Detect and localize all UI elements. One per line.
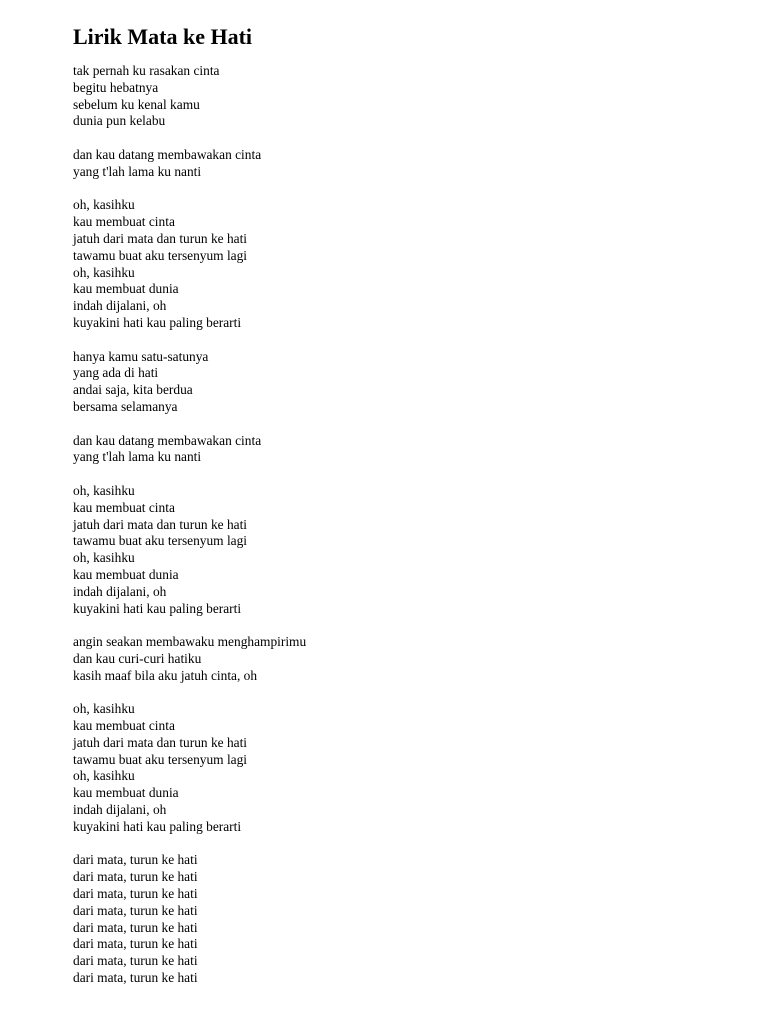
lyric-line: begitu hebatnya bbox=[73, 79, 159, 95]
lyric-stanza bbox=[73, 701, 733, 835]
lyric-line: indah dijalani, oh bbox=[73, 802, 167, 818]
lyric-line: yang t'lah lama ku nanti bbox=[73, 449, 202, 465]
lyric-line: oh, kasihku bbox=[73, 197, 135, 213]
lyric-line: tak pernah ku rasakan cinta bbox=[73, 63, 220, 78]
lyric-line: yang ada di hati bbox=[73, 365, 159, 381]
lyric-line: kasih maaf bila aku jatuh cinta, oh bbox=[73, 667, 258, 683]
lyric-line: dari mata, turun ke hati bbox=[73, 902, 198, 918]
lyric-line: dunia pun kelabu bbox=[73, 113, 166, 129]
lyric-stanza bbox=[73, 433, 733, 467]
lyric-line: kuyakini hati kau paling berarti bbox=[73, 600, 242, 616]
lyric-line: kau membuat cinta bbox=[73, 718, 175, 734]
lyric-line: bersama selamanya bbox=[73, 398, 178, 414]
lyric-line: jatuh dari mata dan turun ke hati bbox=[73, 516, 248, 532]
lyric-line: kau membuat dunia bbox=[73, 281, 179, 297]
lyric-line: kuyakini hati kau paling berarti bbox=[73, 818, 242, 834]
lyric-line: dari mata, turun ke hati bbox=[73, 970, 198, 986]
lyric-line: oh, kasihku bbox=[73, 482, 135, 498]
lyric-line: kuyakini hati kau paling berarti bbox=[73, 314, 242, 330]
lyric-line: yang t'lah lama ku nanti bbox=[73, 163, 202, 179]
lyric-stanza bbox=[73, 197, 733, 331]
lyric-line: kau membuat dunia bbox=[73, 785, 179, 801]
lyric-line: kau membuat cinta bbox=[73, 499, 175, 515]
lyric-line: oh, kasihku bbox=[73, 768, 135, 784]
lyrics-body bbox=[73, 63, 733, 987]
lyric-stanza bbox=[73, 63, 733, 130]
lyric-line: angin seakan membawaku menghampirimu bbox=[73, 634, 307, 650]
lyric-line: dari mata, turun ke hati bbox=[73, 852, 198, 868]
lyric-line: andai saja, kita berdua bbox=[73, 382, 193, 398]
lyric-line: dari mata, turun ke hati bbox=[73, 936, 198, 952]
lyric-line: jatuh dari mata dan turun ke hati bbox=[73, 734, 248, 750]
lyric-line: hanya kamu satu-satunya bbox=[73, 348, 209, 364]
lyric-line: indah dijalani, oh bbox=[73, 583, 167, 599]
lyric-line: dari mata, turun ke hati bbox=[73, 869, 198, 885]
lyric-line: sebelum ku kenal kamu bbox=[73, 96, 200, 112]
lyric-stanza bbox=[73, 349, 733, 416]
lyric-line: dari mata, turun ke hati bbox=[73, 886, 198, 902]
lyric-line: indah dijalani, oh bbox=[73, 298, 167, 314]
lyric-stanza bbox=[73, 147, 733, 181]
lyric-line: tawamu buat aku tersenyum lagi bbox=[73, 751, 248, 767]
lyric-line: dari mata, turun ke hati bbox=[73, 919, 198, 935]
lyrics-document bbox=[73, 24, 733, 987]
lyric-line: dan kau datang membawakan cinta bbox=[73, 146, 262, 162]
lyric-line: oh, kasihku bbox=[73, 550, 135, 566]
lyric-line: oh, kasihku bbox=[73, 264, 135, 280]
lyric-line: kau membuat dunia bbox=[73, 566, 179, 582]
lyric-stanza bbox=[73, 634, 733, 684]
page-title: Lirik Mata ke Hati bbox=[73, 24, 253, 49]
lyric-line: dan kau curi-curi hatiku bbox=[73, 650, 202, 666]
lyric-line: kau membuat cinta bbox=[73, 214, 175, 230]
lyric-line: dan kau datang membawakan cinta bbox=[73, 432, 262, 448]
lyric-line: tawamu buat aku tersenyum lagi bbox=[73, 533, 248, 549]
lyric-line: dari mata, turun ke hati bbox=[73, 953, 198, 969]
lyric-stanza bbox=[73, 483, 733, 617]
lyric-stanza bbox=[73, 852, 733, 986]
lyric-line: oh, kasihku bbox=[73, 701, 135, 717]
lyric-line: tawamu buat aku tersenyum lagi bbox=[73, 247, 248, 263]
lyric-line: jatuh dari mata dan turun ke hati bbox=[73, 230, 248, 246]
